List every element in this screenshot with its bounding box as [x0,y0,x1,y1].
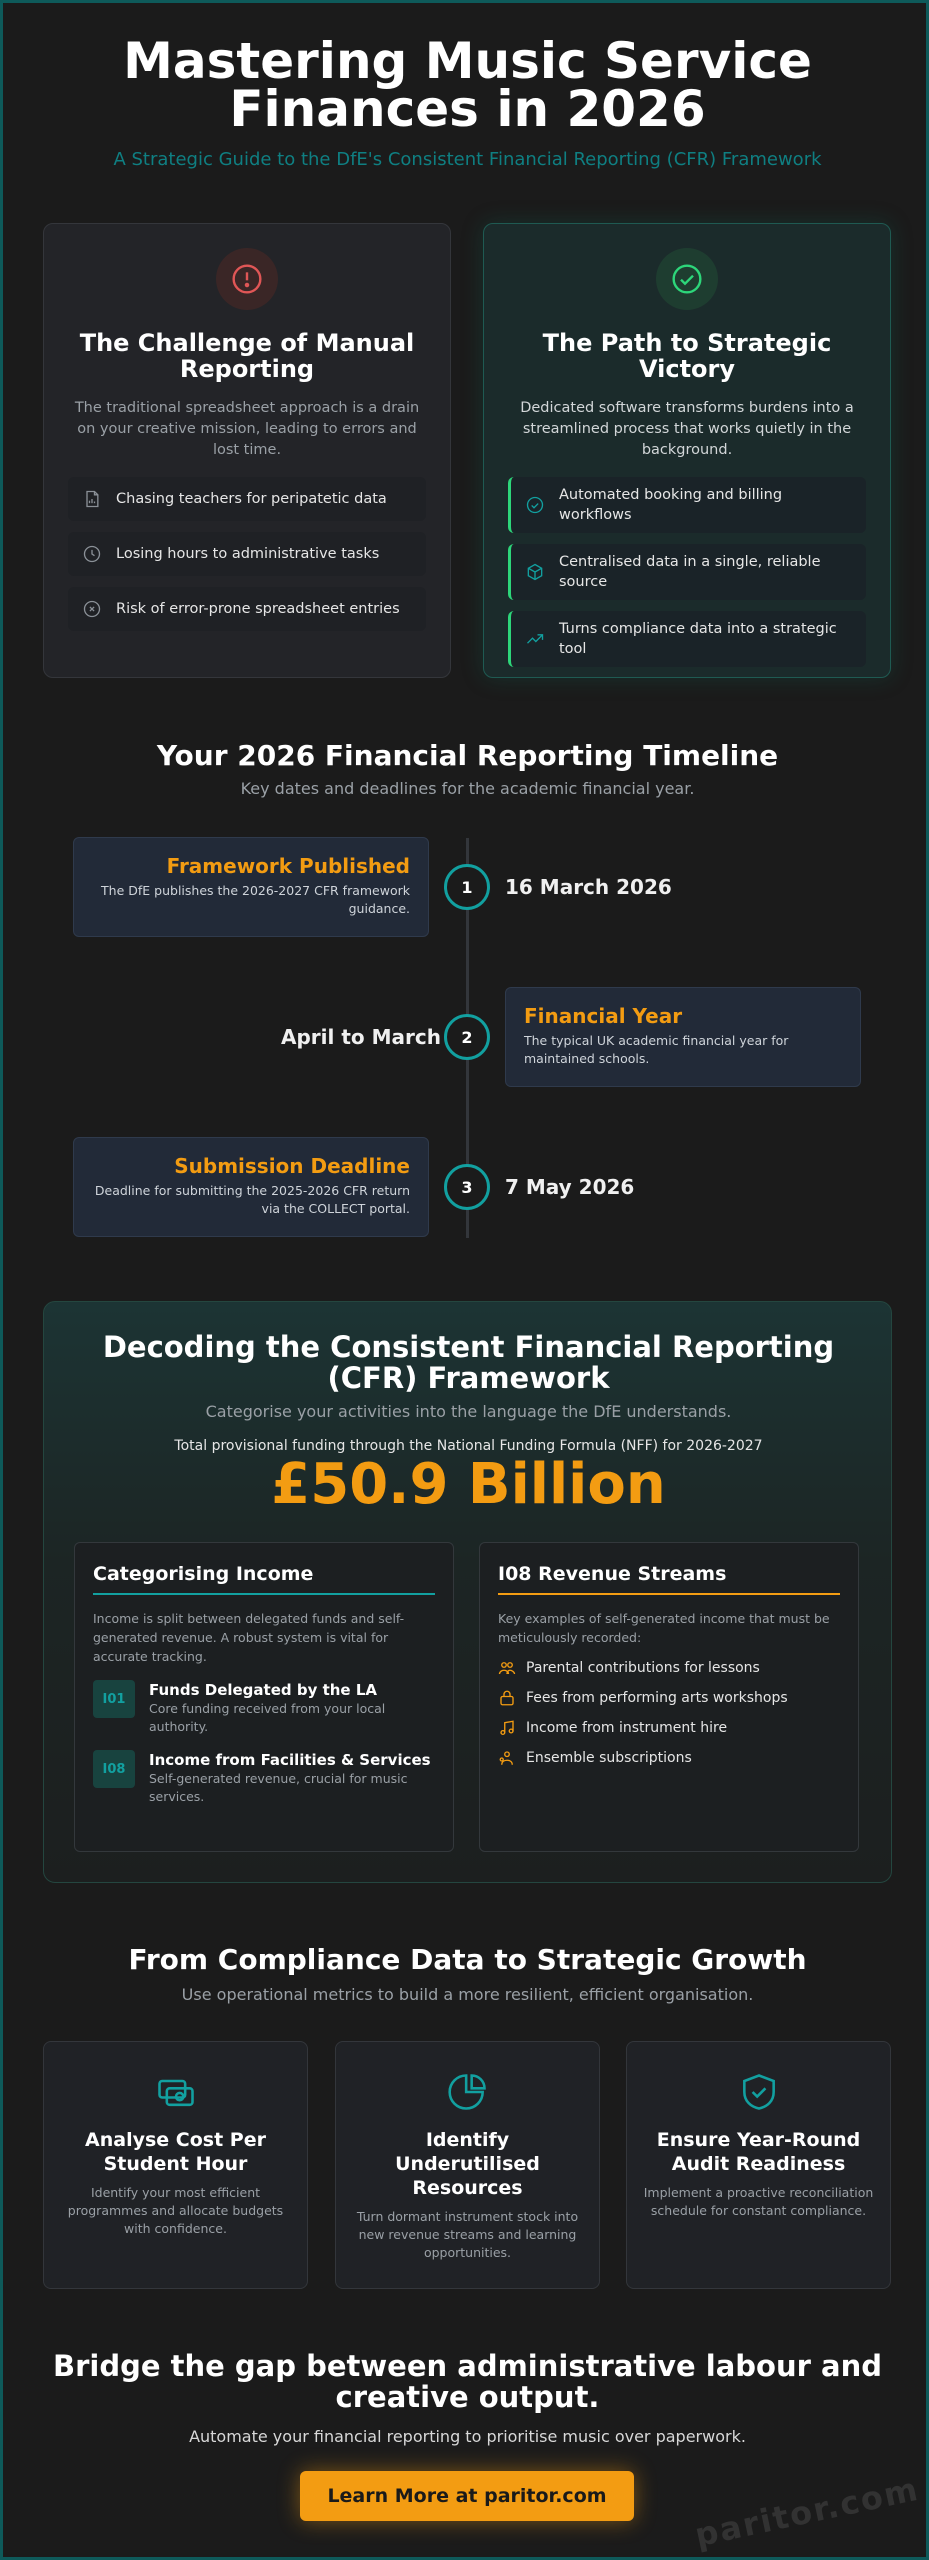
cfr-section [43,1301,892,1883]
list-item-label: Automated booking and billing workflows [559,487,783,523]
timeline-date: April to March [281,1025,441,1049]
timeline-event-1 [73,837,429,937]
revenue-item-label: Income from instrument hire [526,1720,728,1736]
challenge-card [43,223,451,678]
challenge-desc: The traditional spreadsheet approach is a drain on your creative mission, leading to errors and lost time. [74,400,420,458]
income-code-badge: I01 [93,1680,135,1718]
income-item-desc: Core funding received from your local authority. [149,1701,386,1734]
growth-card-desc: Turn dormant instrument stock into new revenue streams and learning opportunities. [356,2209,579,2260]
timeline-marker: 2 [444,1014,490,1060]
revenue-item [498,1719,840,1737]
revenue-item [498,1689,840,1707]
list-item [68,587,426,631]
timeline-event-desc: The DfE publishes the 2026-2027 CFR framework guidance. [101,883,410,916]
growth-card [626,2041,891,2289]
income-item [93,1680,435,1736]
growth-card [43,2041,308,2289]
cta-title: Bridge the gap between administrative labour and creative output. [53,2349,882,2414]
timeline-marker: 3 [444,1164,490,1210]
learn-more-button[interactable]: Learn More at paritor.com [300,2471,634,2521]
revenue-item [498,1749,840,1767]
challenge-title: The Challenge of Manual Reporting [79,329,415,383]
list-item [508,477,866,533]
income-panel [74,1542,454,1852]
income-item-title: Income from Facilities & Services [149,1751,431,1769]
page-subtitle: A Strategic Guide to the DfE's Consistent Financial Reporting (CFR) Framework [113,149,822,170]
lock-bag-icon [498,1689,516,1707]
revenue-panel [479,1542,859,1852]
growth-card-desc: Identify your most efficient programmes and allocate budgets with confidence. [67,2185,284,2236]
cube-icon [525,562,545,582]
money-icon [154,2070,198,2114]
trend-up-icon [525,629,545,649]
funding-value: £50.9 Billion [271,1452,666,1517]
divider [93,1593,435,1595]
timeline-event-title: Framework Published [166,854,410,878]
revenue-item-label: Ensemble subscriptions [526,1750,692,1766]
user-group-icon [498,1749,516,1767]
pie-chart-icon [446,2070,490,2114]
list-item-label: Centralised data in a single, reliable source [559,554,821,590]
check-circle-icon [656,248,718,310]
list-item [508,544,866,600]
growth-card-title: Identify Underutilised Resources [395,2129,540,2199]
growth-card-desc: Implement a proactive reconciliation schedule for constant compliance. [643,2185,874,2218]
income-desc: Income is split between delegated funds and self-generated revenue. A robust system is vital for accurate tracking. [93,1611,405,1664]
timeline-marker: 1 [444,864,490,910]
timeline-event-3 [73,1137,429,1237]
x-circle-icon [82,599,102,619]
growth-card-title: Ensure Year-Round Audit Readiness [656,2129,861,2175]
timeline-event-title: Submission Deadline [174,1154,410,1178]
funding-label: Total provisional funding through the National Funding Formula (NFF) for 2026-2027 [174,1438,763,1454]
growth-card-title: Analyse Cost Per Student Hour [85,2129,266,2175]
revenue-item-label: Parental contributions for lessons [526,1660,760,1676]
income-item-desc: Self-generated revenue, crucial for music services. [149,1771,408,1804]
list-item [508,611,866,667]
timeline-event-2 [505,987,861,1087]
timeline-date: 16 March 2026 [505,875,672,899]
list-item-label: Losing hours to administrative tasks [116,546,380,562]
cfr-title: Decoding the Consistent Financial Reporting (CFR) Framework [102,1330,835,1395]
income-item [93,1750,435,1806]
list-item-label: Chasing teachers for peripatetic data [116,491,387,507]
cfr-subtitle: Categorise your activities into the language the DfE understands. [205,1402,732,1421]
timeline-event-desc: Deadline for submitting the 2025-2026 CFR return via the COLLECT portal. [94,1183,410,1216]
alert-circle-icon [216,248,278,310]
victory-desc: Dedicated software transforms burdens into a streamlined process that works quietly in the background. [520,400,854,458]
timeline-event-title: Financial Year [524,1004,683,1028]
shield-check-icon [737,2070,781,2114]
revenue-item-label: Fees from performing arts workshops [526,1690,788,1706]
page-title: Mastering Music Service Finances in 2026 [123,32,812,138]
timeline-date: 7 May 2026 [505,1175,635,1199]
music-note-icon [498,1719,516,1737]
revenue-desc: Key examples of self-generated income that must be meticulously recorded: [498,1611,830,1645]
timeline-event-desc: The typical UK academic financial year for maintained schools. [524,1033,789,1066]
income-item-title: Funds Delegated by the LA [149,1681,377,1699]
revenue-title: I08 Revenue Streams [498,1563,727,1585]
list-item [68,477,426,521]
growth-card [335,2041,600,2289]
victory-title: The Path to Strategic Victory [542,329,832,383]
challenge-list [68,477,426,631]
timeline-title: Your 2026 Financial Reporting Timeline [156,739,779,772]
people-icon [498,1659,516,1677]
income-code-badge: I08 [93,1750,135,1788]
victory-card [483,223,891,678]
income-title: Categorising Income [93,1563,314,1585]
victory-list [508,477,866,667]
check-circle-icon [525,495,545,515]
growth-subtitle: Use operational metrics to build a more resilient, efficient organisation. [181,1985,754,2004]
list-item [68,532,426,576]
growth-title: From Compliance Data to Strategic Growth [128,1943,807,1976]
document-chart-icon [82,489,102,509]
timeline-subtitle: Key dates and deadlines for the academic financial year. [240,779,695,798]
cta-subtitle: Automate your financial reporting to prioritise music over paperwork. [189,2427,746,2446]
revenue-item [498,1659,840,1677]
clock-icon [82,544,102,564]
list-item-label: Turns compliance data into a strategic tool [559,621,837,657]
watermark: paritor.com [691,2469,923,2555]
list-item-label: Risk of error-prone spreadsheet entries [116,601,400,617]
divider [498,1593,840,1595]
